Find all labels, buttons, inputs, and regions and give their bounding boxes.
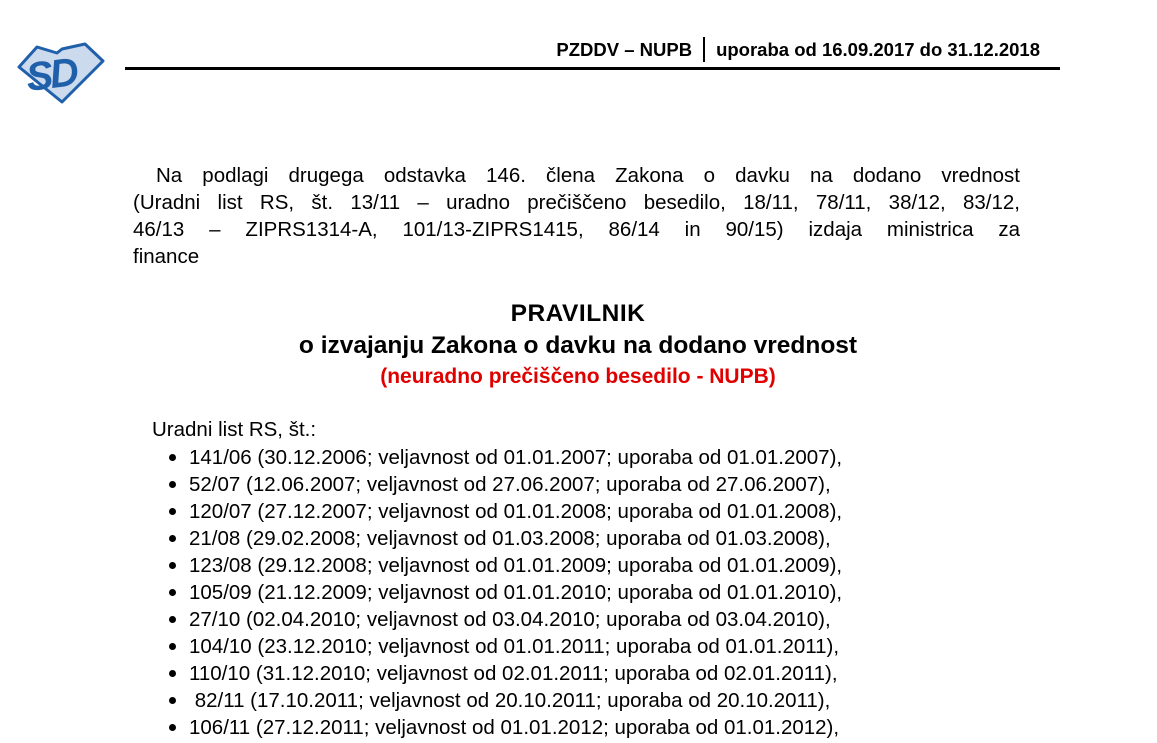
gazette-list-item (133, 498, 1033, 525)
gazette-item-text: 82/11 (17.10.2011; veljavnost od 20.10.2011; uporaba od 20.10.2011), (189, 689, 831, 712)
gazette-section (133, 416, 1033, 741)
gazette-item-text: 141/06 (30.12.2006; veljavnost od 01.01.2007; uporaba od 01.01.2007), (189, 446, 843, 469)
gazette-list (133, 444, 1033, 741)
intro-line-4: finance (133, 245, 200, 268)
intro-line-2: (Uradni list RS, št. 13/11 – uradno prečiščeno besedilo, 18/11, 78/11, 38/12, 83/12, (133, 191, 1020, 214)
intro-line-3: 46/13 – ZIPRS1314-A, 101/13-ZIPRS1415, 86/14 in 90/15) izdaja ministrica za (133, 218, 1020, 241)
header-separator-bar (703, 37, 705, 62)
bullet-icon (169, 535, 176, 542)
title-note: (neuradno prečiščeno besedilo - NUPB) (380, 365, 776, 388)
gazette-list-item (133, 606, 1033, 633)
intro-line-1: Na podlagi drugega odstavka 146. člena Zakona o davku na dodano vrednost (156, 164, 1020, 187)
header-rule (125, 67, 1060, 70)
gazette-item-text: 110/10 (31.12.2010; veljavnost od 02.01.2011; uporaba od 02.01.2011), (189, 662, 838, 685)
gazette-item-text: 52/07 (12.06.2007; veljavnost od 27.06.2007; uporaba od 27.06.2007), (189, 473, 831, 496)
bullet-icon (169, 508, 176, 515)
title-main: PRAVILNIK (510, 300, 646, 327)
bullet-icon (169, 724, 176, 731)
gazette-list-item (133, 633, 1033, 660)
gazette-list-item (133, 552, 1033, 579)
gazette-list-item (133, 714, 1033, 741)
bullet-icon (169, 670, 176, 677)
sd-logo-icon (13, 40, 108, 106)
gazette-list-item (133, 579, 1033, 606)
header-meta (556, 37, 1040, 62)
bullet-icon (169, 616, 176, 623)
gazette-item-text: 104/10 (23.12.2010; veljavnost od 01.01.2011; uporaba od 01.01.2011), (189, 635, 840, 658)
gazette-list-item (133, 660, 1033, 687)
gazette-list-item (133, 525, 1033, 552)
sd-logo (13, 40, 108, 106)
gazette-item-text: 105/09 (21.12.2009; veljavnost od 01.01.2010; uporaba od 01.01.2010), (189, 581, 843, 604)
bullet-icon (169, 481, 176, 488)
gazette-list-item (133, 687, 1033, 714)
bullet-icon (169, 589, 176, 596)
gazette-item-text: 27/10 (02.04.2010; veljavnost od 03.04.2010; uporaba od 03.04.2010), (189, 608, 831, 631)
gazette-list-item (133, 471, 1033, 498)
intro-paragraph (133, 162, 1020, 270)
gazette-list-item (133, 444, 1033, 471)
gazette-item-text: 120/07 (27.12.2007; veljavnost od 01.01.2008; uporaba od 01.01.2008), (189, 500, 843, 523)
header-doc-code: PZDDV – NUPB (556, 38, 693, 60)
bullet-icon (169, 454, 176, 461)
gazette-heading: Uradni list RS, št.: (152, 418, 317, 441)
sd-logo-letters: SD (23, 50, 79, 100)
title-subtitle: o izvajanju Zakona o davku na dodano vrednost (298, 332, 858, 359)
header-usage-period: uporaba od 16.09.2017 do 31.12.2018 (716, 38, 1040, 60)
bullet-icon (169, 643, 176, 650)
gazette-item-text: 106/11 (27.12.2011; veljavnost od 01.01.2012; uporaba od 01.01.2012), (189, 716, 840, 739)
document-title (128, 299, 1028, 392)
gazette-item-text: 21/08 (29.02.2008; veljavnost od 01.03.2008; uporaba od 01.03.2008), (189, 527, 831, 550)
bullet-icon (169, 562, 176, 569)
gazette-item-text: 123/08 (29.12.2008; veljavnost od 01.01.2009; uporaba od 01.01.2009), (189, 554, 843, 577)
bullet-icon (169, 697, 176, 704)
